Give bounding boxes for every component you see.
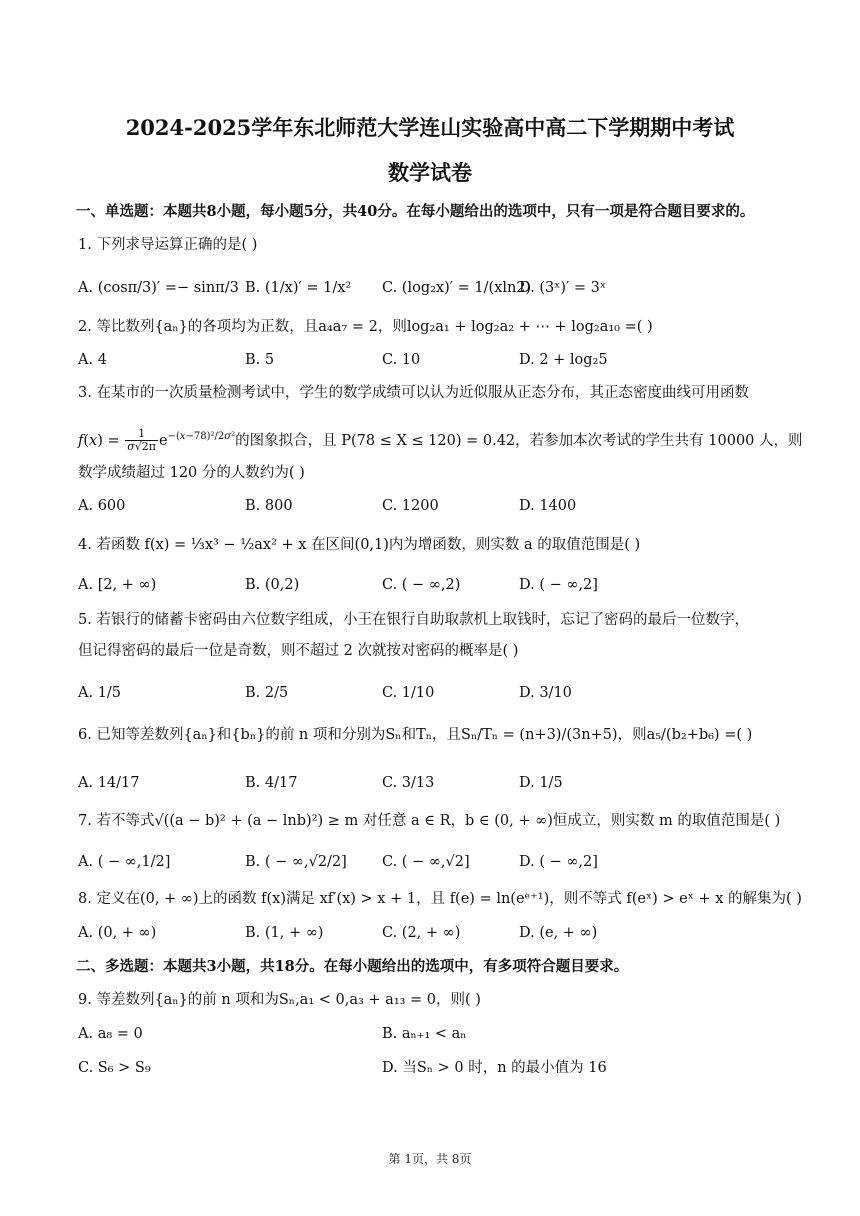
q6-stem: 6. 已知等差数列{aₙ}和{bₙ}的前 n 项和分别为Sₙ和Tₙ，且Sₙ/Tₙ = (n+3)/(3n+5)，则a₅/(b₂+b₆) =( ) (78, 727, 753, 743)
q2-option-c: C. 10 (382, 352, 421, 368)
q3-density-formula: f(x) = $\frac{1}{\sigma√2\pi}$ $e^{-(x-78)^2/2\sigma^2}$ (78, 427, 236, 454)
q5-option-d: D. 3/10 (519, 685, 572, 701)
q8-option-b: B. (1, + ∞) (245, 925, 324, 941)
q8-option-c: C. (2, + ∞) (382, 925, 461, 941)
q3-stem-line2-wrap (78, 427, 803, 453)
q6-option-b: B. 4/17 (245, 775, 298, 791)
q7-option-c: C. ( − ∞,√2] (382, 854, 470, 870)
page-number-footer: 第 1页，共 8页 (388, 1152, 472, 1166)
q1-option-b: B. (1/x)′ = 1/x² (245, 280, 352, 296)
q3-stem-line2: 的图象拟合，且 P(78 ≤ X ≤ 120) = 0.42，若参加本次考试的学生共有 10000 人，则 (235, 432, 803, 449)
q8-option-d: D. (e, + ∞) (519, 925, 598, 941)
q1-option-a: A. (cosπ/3)′ =− sinπ/3 (78, 280, 239, 296)
q9-option-d: D. 当Sₙ > 0 时，n 的最小值为 16 (382, 1060, 607, 1076)
exam-subtitle: 数学试卷 (388, 160, 472, 185)
q7-option-b: B. ( − ∞,√2/2] (245, 854, 347, 870)
q5-stem-line2: 但记得密码的最后一位是奇数，则不超过 2 次就按对密码的概率是( ) (78, 643, 519, 659)
q6-option-c: C. 3/13 (382, 775, 435, 791)
q9-option-a: A. a₈ = 0 (78, 1026, 143, 1042)
q7-stem: 7. 若不等式√((a − b)² + (a − lnb)²) ≥ m 对任意 a ∈ R，b ∈ (0, + ∞)恒成立，则实数 m 的取值范围是( ) (78, 813, 781, 829)
q9-option-c: C. S₆ > S₉ (78, 1060, 151, 1076)
q1-option-c: C. (log₂x)′ = 1/(xln2) (382, 280, 532, 296)
exam-title: 2024-2025学年东北师范大学连山实验高中高二下学期期中考试 (125, 115, 735, 140)
q2-option-d: D. 2 + log₂5 (519, 352, 608, 368)
q3-stem-line3: 数学成绩超过 120 分的人数约为( ) (78, 465, 305, 481)
q3-option-b: B. 800 (245, 498, 293, 514)
q2-stem: 2. 等比数列{aₙ}的各项均为正数，且a₄a₇ = 2，则log₂a₁ + log₂a₂ + ⋯ + log₂a₁₀ =( ) (78, 319, 653, 335)
q6-option-d: D. 1/5 (519, 775, 563, 791)
q1-stem: 1. 下列求导运算正确的是( ) (78, 237, 258, 253)
q3-option-c: C. 1200 (382, 498, 439, 514)
q3-option-d: D. 1400 (519, 498, 577, 514)
q9-option-b: B. aₙ₊₁ < aₙ (382, 1026, 467, 1042)
q5-option-c: C. 1/10 (382, 685, 435, 701)
q4-option-c: C. ( − ∞,2) (382, 577, 461, 593)
q7-option-d: D. ( − ∞,2] (519, 854, 598, 870)
q5-option-a: A. 1/5 (78, 685, 122, 701)
q2-option-b: B. 5 (245, 352, 275, 368)
q9-stem: 9. 等差数列{aₙ}的前 n 项和为Sₙ,a₁ < 0,a₃ + a₁₃ = 0，则( ) (78, 992, 481, 1008)
q8-option-a: A. (0, + ∞) (78, 925, 157, 941)
q6-option-a: A. 14/17 (78, 775, 140, 791)
section-multi-choice-heading: 二、多选题：本题共3小题，共18分。在每小题给出的选项中，有多项符合题目要求。 (76, 958, 629, 975)
q4-option-d: D. ( − ∞,2] (519, 577, 598, 593)
q2-option-a: A. 4 (78, 352, 107, 368)
q1-option-d: D. (3ˣ)′ = 3ˣ (519, 280, 607, 296)
q8-stem: 8. 定义在(0, + ∞)上的函数 f(x)满足 xf′(x) > x + 1，且 f(e) = ln(eᵉ⁺¹)，则不等式 f(eˣ) > eˣ + x 的解集为( ) (78, 891, 802, 907)
q7-option-a: A. ( − ∞,1/2] (78, 854, 171, 870)
q5-stem-line1: 5. 若银行的储蓄卡密码由六位数字组成，小王在银行自助取款机上取钱时，忘记了密码的最后一位数字， (78, 612, 749, 628)
q5-option-b: B. 2/5 (245, 685, 289, 701)
q3-stem-line1: 3. 在某市的一次质量检测考试中，学生的数学成绩可以认为近似服从正态分布，其正态密度曲线可用函数 (78, 385, 749, 401)
q4-option-b: B. (0,2) (245, 577, 300, 593)
q4-stem: 4. 若函数 f(x) = ⅓x³ − ½ax² + x 在区间(0,1)内为增函数，则实数 a 的取值范围是( ) (78, 537, 641, 553)
section-single-choice-heading: 一、单选题：本题共8小题，每小题5分，共40分。在每小题给出的选项中，只有一项是符合题目要求的。 (76, 203, 755, 220)
q4-option-a: A. [2, + ∞) (78, 577, 157, 593)
q3-option-a: A. 600 (78, 498, 126, 514)
